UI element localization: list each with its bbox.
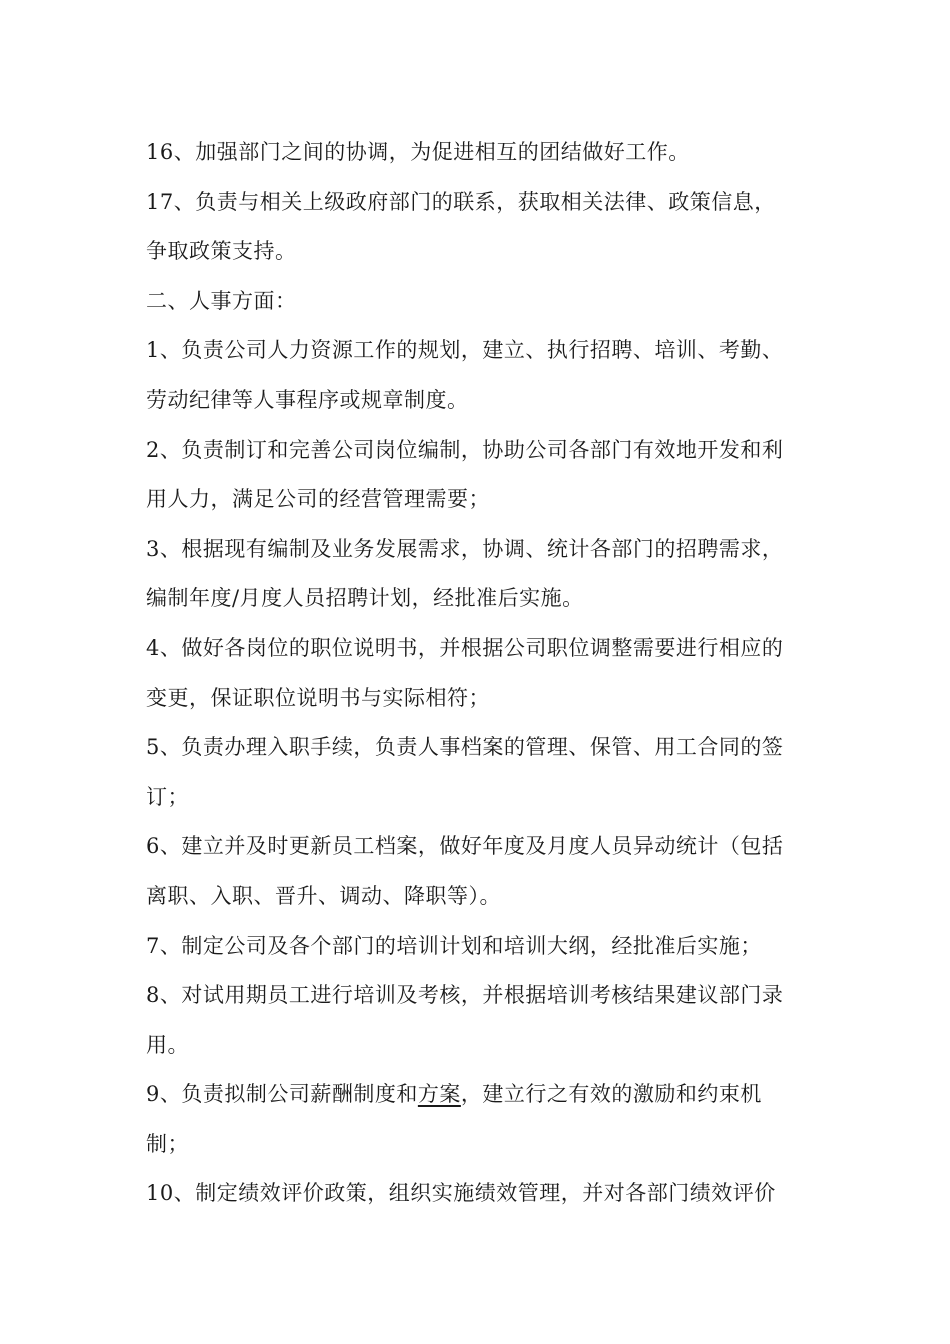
text-line-18: 8、对试用期员工进行培训及考核，并根据培训考核结果建议部门录 <box>146 983 784 1008</box>
text-line-8: 用人力，满足公司的经营管理需要； <box>146 487 490 512</box>
text-line-20 <box>146 1070 826 1120</box>
text-line-11: 4、做好各岗位的职位说明书，并根据公司职位调整需要进行相应的 <box>146 635 784 660</box>
text-line-5: 1、负责公司人力资源工作的规划，建立、执行招聘、培训、考勤、 <box>146 338 784 363</box>
text-line-13: 5、负责办理入职手续，负责人事档案的管理、保管、用工合同的签 <box>146 735 784 760</box>
text-line-7: 2、负责制订和完善公司岗位编制，协助公司各部门有效地开发和利 <box>146 437 784 462</box>
text-line-21: 制； <box>146 1131 189 1156</box>
text-line-3: 争取政策支持。 <box>146 239 297 264</box>
text-line-22: 10、制定绩效评价政策，组织实施绩效管理，并对各部门绩效评价 <box>146 1181 776 1206</box>
text-segment: 9、负责拟制公司薪酬制度和 <box>146 1082 418 1107</box>
text-line-10: 编制年度/月度人员招聘计划，经批准后实施。 <box>146 586 584 611</box>
text-line-16: 离职、入职、晋升、调动、降职等）。 <box>146 883 501 908</box>
text-line-12: 变更，保证职位说明书与实际相符； <box>146 685 490 710</box>
section-heading-personnel: 二、人事方面： <box>146 288 297 313</box>
text-line-6: 劳动纪律等人事程序或规章制度。 <box>146 387 469 412</box>
document-body <box>146 128 826 1219</box>
text-segment: ，建立行之有效的激励和约束机 <box>460 1082 762 1107</box>
text-line-2: 17、负责与相关上级政府部门的联系，获取相关法律、政策信息， <box>146 189 776 214</box>
underlined-link-fangan[interactable]: 方案 <box>417 1082 461 1107</box>
text-line-15: 6、建立并及时更新员工档案，做好年度及月度人员异动统计（包括 <box>146 834 784 859</box>
text-line-17: 7、制定公司及各个部门的培训计划和培训大纲，经批准后实施； <box>146 933 762 958</box>
text-line-1: 16、加强部门之间的协调，为促进相互的团结做好工作。 <box>146 140 690 164</box>
text-line-19: 用。 <box>146 1032 189 1057</box>
text-line-9: 3、根据现有编制及业务发展需求，协调、统计各部门的招聘需求， <box>146 536 784 561</box>
text-line-14: 订； <box>146 784 189 809</box>
